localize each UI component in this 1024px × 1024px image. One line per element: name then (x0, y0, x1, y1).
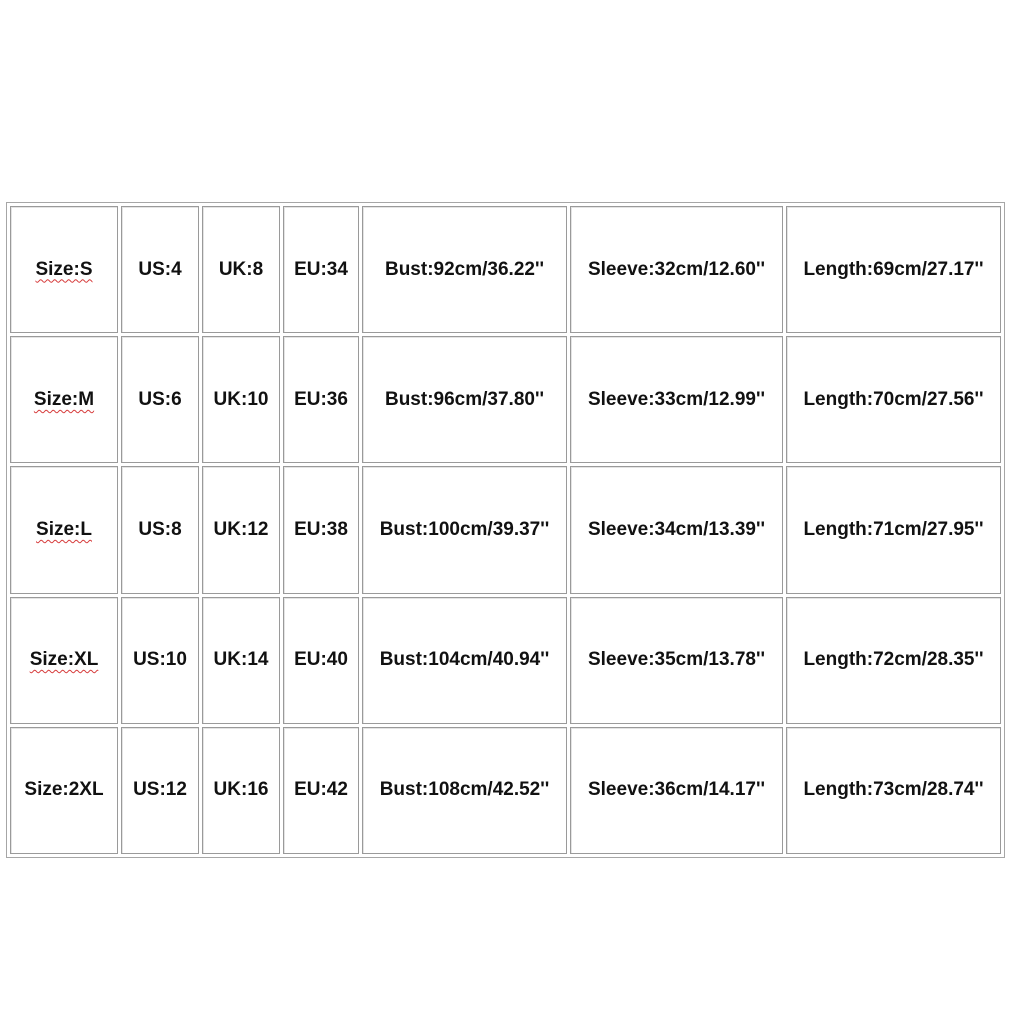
size-cell (10, 597, 118, 724)
bust-cell: Bust:108cm/42.52'' (362, 727, 567, 854)
sleeve-cell: Sleeve:32cm/12.60'' (570, 206, 783, 333)
sleeve-cell: Sleeve:36cm/14.17'' (570, 727, 783, 854)
eu-size-cell: EU:42 (283, 727, 359, 854)
bust-cell: Bust:104cm/40.94'' (362, 597, 567, 724)
uk-size-cell: UK:10 (202, 336, 280, 463)
size-chart-table (6, 202, 1005, 858)
uk-size-cell: UK:16 (202, 727, 280, 854)
sleeve-cell: Sleeve:33cm/12.99'' (570, 336, 783, 463)
table-row (10, 336, 1001, 463)
eu-size-cell: EU:38 (283, 466, 359, 593)
us-size-cell: US:10 (121, 597, 199, 724)
size-cell (10, 336, 118, 463)
length-cell: Length:73cm/28.74'' (786, 727, 1001, 854)
sleeve-cell: Sleeve:35cm/13.78'' (570, 597, 783, 724)
table-row (10, 727, 1001, 854)
size-cell (10, 727, 118, 854)
table-row (10, 466, 1001, 593)
bust-cell: Bust:96cm/37.80'' (362, 336, 567, 463)
size-label: Size:M (33, 388, 95, 410)
us-size-cell: US:8 (121, 466, 199, 593)
length-cell: Length:71cm/27.95'' (786, 466, 1001, 593)
us-size-cell: US:12 (121, 727, 199, 854)
bust-cell: Bust:100cm/39.37'' (362, 466, 567, 593)
eu-size-cell: EU:34 (283, 206, 359, 333)
uk-size-cell: UK:12 (202, 466, 280, 593)
size-label: Size:L (36, 518, 92, 540)
size-cell (10, 206, 118, 333)
uk-size-cell: UK:8 (202, 206, 280, 333)
uk-size-cell: UK:14 (202, 597, 280, 724)
us-size-cell: US:4 (121, 206, 199, 333)
table-row (10, 206, 1001, 333)
bust-cell: Bust:92cm/36.22'' (362, 206, 567, 333)
us-size-cell: US:6 (121, 336, 199, 463)
eu-size-cell: EU:36 (283, 336, 359, 463)
table-row (10, 597, 1001, 724)
size-label: Size:XL (29, 649, 99, 671)
size-cell (10, 466, 118, 593)
size-label: Size:2XL (24, 779, 104, 801)
sleeve-cell: Sleeve:34cm/13.39'' (570, 466, 783, 593)
eu-size-cell: EU:40 (283, 597, 359, 724)
length-cell: Length:70cm/27.56'' (786, 336, 1001, 463)
size-label: Size:S (35, 258, 93, 280)
length-cell: Length:72cm/28.35'' (786, 597, 1001, 724)
length-cell: Length:69cm/27.17'' (786, 206, 1001, 333)
